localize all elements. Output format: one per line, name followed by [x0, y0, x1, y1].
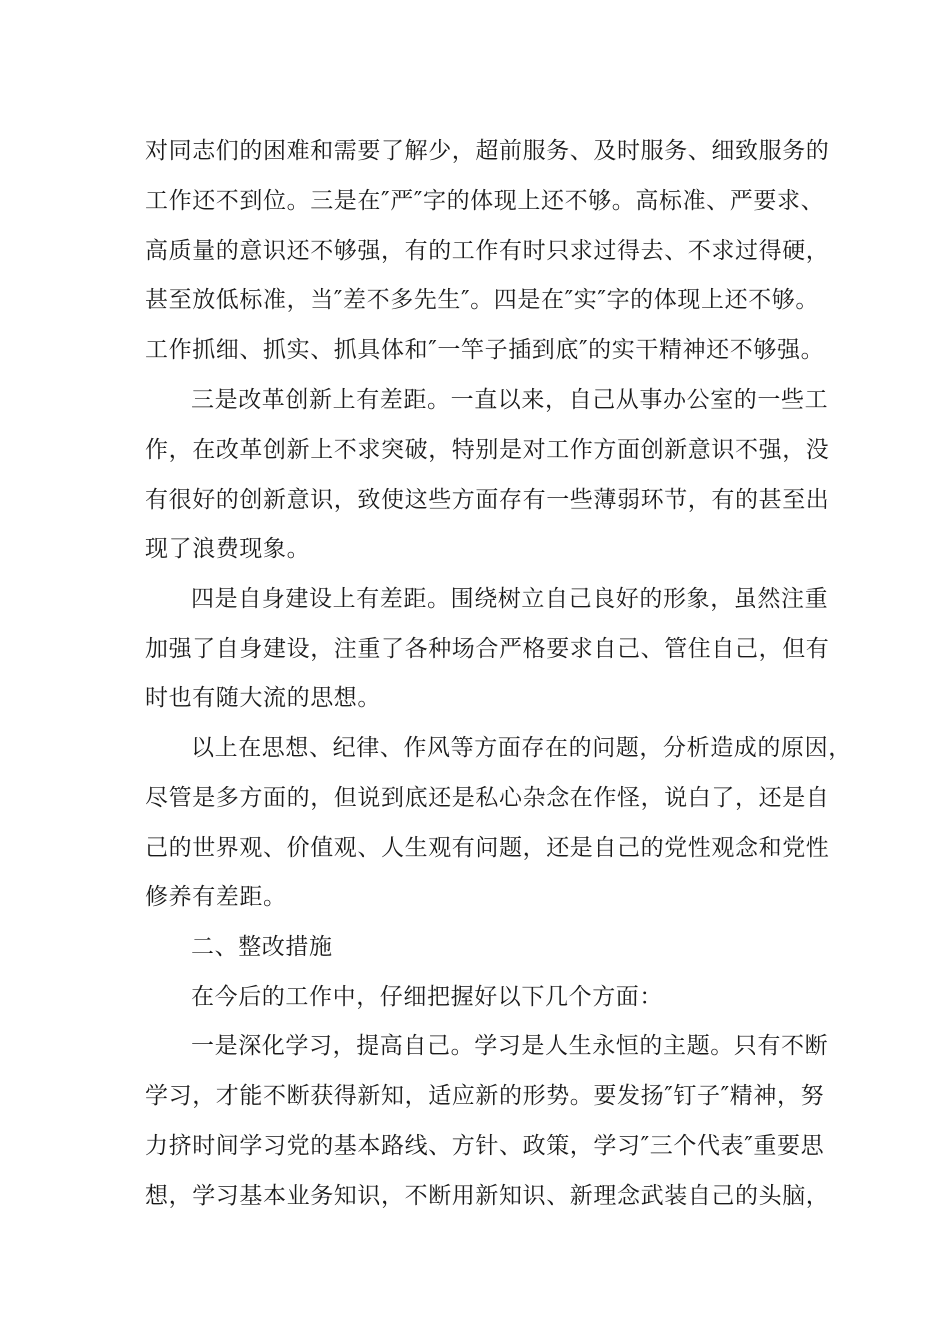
text-line: 时也有随大流的思想。 [145, 685, 381, 711]
paragraph-first-line: 四是自身建设上有差距。围绕树立自己良好的形象，虽然注重 [191, 586, 829, 612]
text-line: 工作还不到位。三是在″严″字的体现上还不够。高标准、严要求、 [145, 188, 825, 214]
text-line: 工作抓细、抓实、抓具体和″一竿子插到底″的实干精神还不够强。 [145, 337, 825, 363]
text-line: 作，在改革创新上不求突破，特别是对工作方面创新意识不强，没 [145, 437, 830, 463]
text-line: 修养有差距。 [145, 884, 287, 910]
text-line: 力挤时间学习党的基本路线、方针、政策，学习″三个代表″重要思 [145, 1133, 825, 1159]
paragraph-first-line: 以上在思想、纪律、作风等方面存在的问题，分析造成的原因， [191, 735, 852, 761]
section-heading: 二、整改措施 [191, 934, 333, 960]
text-line: 想，学习基本业务知识，不断用新知识、新理念武装自己的头脑， [145, 1183, 830, 1209]
text-line: 学习，才能不断获得新知，适应新的形势。要发扬″钉子″精神，努 [145, 1083, 825, 1109]
text-line: 尽管是多方面的，但说到底还是私心杂念在作怪，说白了，还是自 [145, 785, 830, 811]
text-line: 对同志们的困难和需要了解少，超前服务、及时服务、细致服务的 [145, 138, 830, 164]
paragraph-first-line: 一是深化学习，提高自己。学习是人生永恒的主题。只有不断 [191, 1033, 829, 1059]
paragraph-first-line: 三是改革创新上有差距。一直以来，自己从事办公室的一些工 [191, 387, 829, 413]
text-line: 甚至放低标准，当″差不多先生″。四是在″实″字的体现上还不够。 [145, 287, 819, 313]
paragraph-first-line: 在今后的工作中，仔细把握好以下几个方面： [191, 984, 663, 1010]
text-line: 加强了自身建设，注重了各种场合严格要求自己、管住自己，但有 [145, 636, 830, 662]
text-line: 现了浪费现象。 [145, 536, 311, 562]
text-line: 有很好的创新意识，致使这些方面存有一些薄弱环节，有的甚至出 [145, 487, 830, 513]
text-line: 己的世界观、价值观、人生观有问题，还是自己的党性观念和党性 [145, 835, 830, 861]
text-line: 高质量的意识还不够强，有的工作有时只求过得去、不求过得硬， [145, 238, 830, 264]
